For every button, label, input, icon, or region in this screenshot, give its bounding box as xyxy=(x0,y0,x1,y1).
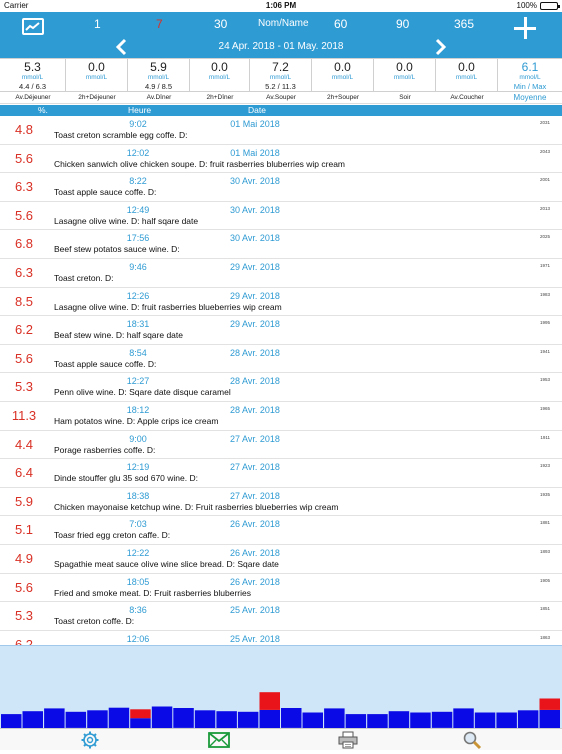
entry-code: 2001 xyxy=(539,177,550,183)
entry-date: 28 Avr. 2018 xyxy=(230,376,280,387)
entry-time: 9:00 xyxy=(129,433,147,444)
entry-date: 29 Avr. 2018 xyxy=(230,319,280,330)
entry-code: 1905 xyxy=(539,577,550,583)
chart-bar xyxy=(173,708,194,728)
chart-bar xyxy=(109,708,130,728)
column-pct: %. xyxy=(38,105,48,115)
entry-time: 18:31 xyxy=(126,319,150,330)
entry-meal: Lasagne olive wine. D: fruit rasberries blueberries wip cream xyxy=(54,301,282,312)
entry-code: 2013 xyxy=(539,205,550,211)
average-range: Min / Max xyxy=(513,82,547,91)
entry-time: 12:22 xyxy=(126,548,150,558)
chart-bar xyxy=(238,712,259,728)
summary-range: 4.9 / 8.5 xyxy=(144,82,173,91)
period-30[interactable]: 30 xyxy=(214,17,228,31)
glucose-chart xyxy=(0,645,562,728)
summary-cell[interactable] xyxy=(190,58,250,92)
summary-value: 7.2 xyxy=(272,60,289,74)
entry-meal: Fried and smoke meat. D: Fruit rasberries bluberries xyxy=(54,587,251,598)
chart-bar xyxy=(475,713,496,729)
chart-bar xyxy=(540,710,561,728)
summary-range: 5.2 / 11.3 xyxy=(265,82,296,91)
entry-date: 01 Mai 2018 xyxy=(230,119,280,129)
entry-row[interactable] xyxy=(0,373,562,402)
entry-percent: 5.6 xyxy=(14,350,34,366)
battery-icon xyxy=(540,2,558,10)
entry-code: 1923 xyxy=(539,463,550,469)
chart-bar xyxy=(260,710,281,728)
status-bar xyxy=(0,0,562,12)
average-unit: mmol/L xyxy=(519,74,541,81)
summary-label: Av.Souper xyxy=(266,94,296,101)
entry-percent: 6.3 xyxy=(14,179,34,195)
summary-unit: mmol/L xyxy=(393,74,416,81)
summary-unit: mmol/L xyxy=(455,74,478,81)
summary-cell[interactable] xyxy=(0,58,66,92)
entry-code: 1911 xyxy=(540,434,550,440)
summary-label: Av.Déjeuner xyxy=(15,94,51,101)
entry-meal: Toast creton coffe. D: xyxy=(54,616,135,627)
chart-bar xyxy=(496,713,517,729)
entry-meal: Lasagne olive wine. D: half sqare date xyxy=(54,215,199,226)
clock-label: 1:06 PM xyxy=(265,1,297,10)
summary-average-cell[interactable] xyxy=(498,58,562,92)
chart-bar xyxy=(216,711,237,728)
gear-icon[interactable] xyxy=(80,731,102,749)
chart-bar xyxy=(367,714,388,728)
summary-cell[interactable] xyxy=(66,58,128,92)
entry-meal: Toasr fried egg creton caffe. D: xyxy=(54,530,171,541)
summary-value: 0.0 xyxy=(334,60,351,74)
entry-code: 1863 xyxy=(539,634,550,640)
entry-time: 12:06 xyxy=(126,633,150,644)
entry-percent: 6.2 xyxy=(14,322,34,338)
column-date: Date xyxy=(248,105,266,115)
chart-bar xyxy=(281,708,302,728)
chart-bar xyxy=(518,710,539,728)
entry-code: 1971 xyxy=(539,263,550,268)
entry-row[interactable] xyxy=(0,173,562,202)
period-selector xyxy=(0,15,562,35)
chart-bar-overflow xyxy=(260,692,281,710)
carrier-label: Carrier xyxy=(4,1,29,10)
entry-date: 26 Avr. 2018 xyxy=(230,519,280,530)
period-365[interactable]: 365 xyxy=(454,17,475,31)
entry-percent: 6.3 xyxy=(14,265,34,280)
entry-row[interactable] xyxy=(0,116,562,145)
summary-unit: mmol/L xyxy=(208,74,231,81)
summary-label: Av.Dîner xyxy=(146,94,172,101)
entry-date: 27 Avr. 2018 xyxy=(230,433,280,444)
entry-meal: Beaf stew wine. D: half sqare date xyxy=(54,330,183,341)
entry-time: 18:38 xyxy=(126,490,150,501)
entry-date: 30 Avr. 2018 xyxy=(230,176,280,187)
chart-bar xyxy=(346,714,367,728)
printer-icon[interactable] xyxy=(338,731,360,749)
entry-date: 25 Avr. 2018 xyxy=(230,633,280,644)
summary-unit: mmol/L xyxy=(147,74,170,81)
chevron-right-icon[interactable] xyxy=(432,39,448,55)
entry-code: 2043 xyxy=(539,148,550,154)
chart-bar xyxy=(389,711,410,728)
entry-code: 1881 xyxy=(539,520,550,526)
entry-meal: Porage rasberries coffe. D: xyxy=(54,444,156,455)
entry-row[interactable] xyxy=(0,259,562,288)
entry-time: 7:03 xyxy=(129,519,147,530)
chart-bar xyxy=(130,718,151,728)
chart-bar xyxy=(303,713,324,729)
period-60[interactable]: 60 xyxy=(334,17,348,31)
entry-time: 12:26 xyxy=(126,290,150,301)
entry-meal: Dinde stouffer glu 35 sod 670 wine. D: xyxy=(54,473,198,484)
summary-value: 0.0 xyxy=(396,60,413,74)
period-7[interactable]: 7 xyxy=(156,17,163,31)
summary-labels xyxy=(0,94,562,104)
entry-meal: Toast creton. D: xyxy=(54,273,114,283)
entry-percent: 4.8 xyxy=(14,122,34,137)
chart-bar xyxy=(410,713,431,729)
entry-percent: 5.6 xyxy=(14,150,34,166)
chart-bar xyxy=(44,708,65,728)
entry-row[interactable] xyxy=(0,145,562,174)
entry-date: 28 Avr. 2018 xyxy=(230,347,280,358)
entry-percent: 8.5 xyxy=(14,293,34,309)
entry-meal: Ham potatos wine. D: Apple crips ice cream xyxy=(54,416,219,426)
date-range-label: 24 Apr. 2018 - 01 May. 2018 xyxy=(218,41,344,52)
tab-bar xyxy=(0,728,562,750)
entry-code: 1851 xyxy=(539,606,550,612)
period-90[interactable]: 90 xyxy=(396,17,410,31)
entry-date: 29 Avr. 2018 xyxy=(230,262,280,272)
chart-bar xyxy=(324,708,345,728)
entry-percent: 6.8 xyxy=(14,236,34,252)
chart-edit-icon[interactable] xyxy=(22,18,44,35)
entry-time: 17:56 xyxy=(126,233,150,244)
average-label: Moyenne xyxy=(513,93,547,102)
summary-cell[interactable] xyxy=(374,58,436,92)
entry-meal: Chicken mayonaise ketchup wine. D: Fruit rasberries blueberries wip cream xyxy=(54,501,339,512)
header-bar xyxy=(0,12,562,58)
chart-bar xyxy=(453,708,474,728)
summary-unit: mmol/L xyxy=(85,74,108,81)
entry-time: 8:22 xyxy=(129,176,147,187)
entry-row[interactable] xyxy=(0,545,562,574)
chart-bar xyxy=(23,711,44,728)
summary-unit: mmol/L xyxy=(21,74,44,81)
entry-time: 12:49 xyxy=(126,204,150,215)
entry-percent: 5.6 xyxy=(14,579,34,595)
entry-date: 28 Avr. 2018 xyxy=(230,405,280,415)
entry-code: 2025 xyxy=(539,234,550,240)
entry-time: 9:46 xyxy=(129,262,147,272)
summary-value: 5.3 xyxy=(24,60,41,74)
entry-percent: 5.6 xyxy=(14,207,34,223)
entry-row[interactable] xyxy=(0,574,562,603)
entry-meal: Toast creton scramble egg coffe. D: xyxy=(54,130,188,140)
entry-percent: 4.9 xyxy=(14,551,34,566)
entry-meal: Penn olive wine. D: Sqare date disque caramel xyxy=(54,387,231,398)
summary-value: 0.0 xyxy=(458,60,475,74)
battery-indicator xyxy=(517,1,558,10)
entry-code: 2031 xyxy=(539,120,550,125)
entry-date: 30 Avr. 2018 xyxy=(230,233,280,244)
entry-row[interactable] xyxy=(0,431,562,460)
entry-date: 26 Avr. 2018 xyxy=(230,576,280,587)
summary-label: 2h+Déjeuner xyxy=(78,94,116,101)
entry-time: 12:02 xyxy=(126,147,150,158)
entry-time: 9:02 xyxy=(129,119,147,129)
entry-row[interactable] xyxy=(0,316,562,345)
entry-row[interactable] xyxy=(0,602,562,631)
entry-percent: 5.1 xyxy=(14,522,34,538)
entry-date: 01 Mai 2018 xyxy=(230,147,280,158)
entry-code: 1965 xyxy=(539,406,550,411)
summary-unit: mmol/L xyxy=(331,74,354,81)
entry-meal: Spagathie meat sauce olive wine slice bread. D: Sqare date xyxy=(54,559,279,569)
period-name[interactable]: Nom/Name xyxy=(258,18,309,29)
chart-bar-overflow xyxy=(130,709,151,718)
entry-row[interactable] xyxy=(0,402,562,431)
entry-meal: Beef stew potatos sauce wine. D: xyxy=(54,244,180,255)
entry-percent: 11.3 xyxy=(11,408,37,423)
entry-date: 29 Avr. 2018 xyxy=(230,290,280,301)
entry-percent: 5.3 xyxy=(14,379,34,395)
entry-time: 18:05 xyxy=(126,576,150,587)
entry-percent: 4.4 xyxy=(14,436,34,452)
entry-code: 1893 xyxy=(539,549,550,554)
chart-bar-overflow xyxy=(540,699,561,710)
chart-bar xyxy=(66,712,87,728)
summary-cell[interactable] xyxy=(312,58,374,92)
entry-code: 1983 xyxy=(539,291,550,297)
chart-bar xyxy=(152,707,173,729)
summary-value: 0.0 xyxy=(88,60,105,74)
entry-percent: 5.3 xyxy=(14,608,34,624)
entry-row[interactable] xyxy=(0,288,562,317)
entry-time: 12:19 xyxy=(126,462,150,473)
average-value: 6.1 xyxy=(521,60,539,74)
column-heure: Heure xyxy=(128,105,152,115)
mail-icon[interactable] xyxy=(208,731,230,749)
entry-row[interactable] xyxy=(0,345,562,374)
summary-value: 0.0 xyxy=(211,60,228,74)
entry-row[interactable] xyxy=(0,459,562,488)
entry-percent: 5.9 xyxy=(14,493,34,509)
summary-value: 5.9 xyxy=(150,60,167,74)
battery-percent: 100% xyxy=(516,1,537,10)
chart-bar xyxy=(432,712,453,728)
date-navigator xyxy=(0,36,562,58)
entry-meal: Chicken sanwich olive chicken soupe. D: fruit rasberries bluberries wip cream xyxy=(54,158,346,169)
entry-date: 25 Avr. 2018 xyxy=(230,605,280,616)
entry-date: 27 Avr. 2018 xyxy=(230,462,280,473)
summary-cell[interactable] xyxy=(250,58,312,92)
summary-panel xyxy=(0,58,562,104)
chart-bar xyxy=(1,714,22,728)
summary-unit: mmol/L xyxy=(269,74,292,81)
period-1[interactable]: 1 xyxy=(94,17,101,31)
entry-code: 1953 xyxy=(539,377,550,383)
entry-row[interactable] xyxy=(0,516,562,545)
summary-label: 2h+Souper xyxy=(327,94,359,101)
entry-code: 1995 xyxy=(539,320,550,326)
summary-label: 2h+Dîner xyxy=(206,94,234,101)
entry-date: 26 Avr. 2018 xyxy=(230,548,280,558)
list-column-header xyxy=(0,105,562,116)
chart-svg xyxy=(0,646,562,729)
entry-percent: 6.4 xyxy=(14,465,34,481)
summary-label: Av.Coucher xyxy=(450,94,484,101)
entry-time: 8:54 xyxy=(129,347,147,358)
entry-code: 1935 xyxy=(539,491,550,497)
entry-row[interactable] xyxy=(0,202,562,231)
summary-range: 4.4 / 6.3 xyxy=(18,82,47,91)
entry-time: 8:36 xyxy=(129,605,147,616)
chart-bar xyxy=(87,710,108,728)
entry-row[interactable] xyxy=(0,230,562,259)
magnifier-icon[interactable] xyxy=(462,731,484,749)
entry-row[interactable] xyxy=(0,488,562,517)
entry-meal: Toast apple sauce coffe. D: xyxy=(54,358,157,369)
entry-time: 12:27 xyxy=(126,376,150,387)
summary-label: Soir xyxy=(399,94,411,101)
summary-cell[interactable] xyxy=(128,58,190,92)
entry-code: 1941 xyxy=(539,348,550,354)
entry-list[interactable] xyxy=(0,116,562,644)
summary-cell[interactable] xyxy=(436,58,498,92)
chart-bar xyxy=(195,710,216,728)
entry-time: 18:12 xyxy=(126,405,150,415)
entry-date: 30 Avr. 2018 xyxy=(230,204,280,215)
entry-meal: Toast apple sauce coffe. D: xyxy=(54,187,157,198)
entry-date: 27 Avr. 2018 xyxy=(230,490,280,501)
